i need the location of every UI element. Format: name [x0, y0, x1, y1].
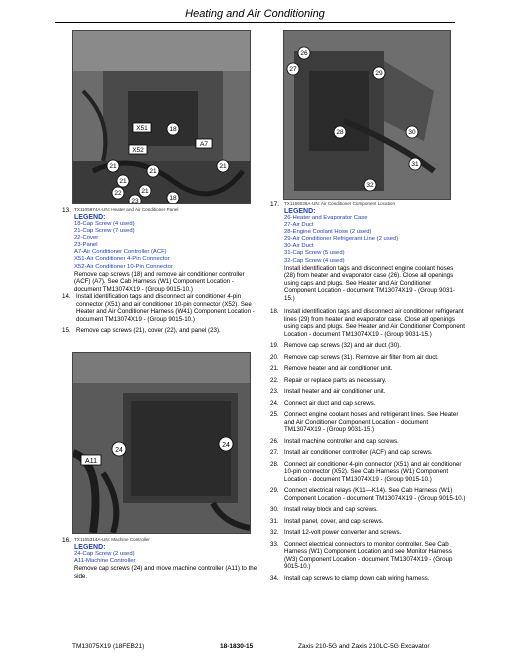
legend-item: 23-Panel [74, 242, 98, 249]
callout-21: 21 [149, 168, 157, 175]
heater-panel-image [73, 31, 250, 203]
step-text: Install air conditioner controller (ACF) and cap screws. [284, 449, 433, 456]
figure-13-photo [72, 30, 251, 204]
step-text: Remove cap screws (24) and move machine controller (A11) to the side. [74, 565, 258, 580]
footer-page-number: 18-1830-15 [220, 643, 254, 650]
legend-item: 24-Cap Screw (2 used) [74, 551, 135, 557]
callout-a11: A11 [85, 458, 97, 465]
step [270, 541, 466, 571]
step-number: 32. [270, 529, 279, 536]
callout-a7: A7 [200, 141, 208, 148]
callout-26: 26 [300, 50, 308, 57]
figure-16-legend [74, 536, 258, 580]
step-number: 34. [270, 574, 279, 582]
step-text: Connect engine coolant hoses and refrigerant lines. See Heater and Air Conditioner Component Location - document TM13074X19 - (Group 9031-15.) [284, 411, 459, 433]
step-number: 18. [270, 308, 279, 315]
step-text: Install 12-volt power converter and screws. [284, 529, 402, 536]
step-text: Install cap screws to clamp down cab wiring harness. [284, 574, 430, 582]
figure-17-number: 17. [270, 201, 280, 208]
figure-caption: TX1105314A-UN: Machine Controller [74, 537, 150, 542]
page-header [55, 8, 455, 23]
step-text: Repair or replace parts as necessary. [284, 376, 387, 384]
step [270, 411, 466, 434]
step-number: 27. [270, 449, 279, 456]
step-number: 20. [270, 353, 279, 361]
callout-21: 21 [119, 178, 127, 185]
step-text: Connect air duct and cap screws. [284, 399, 376, 407]
step [270, 461, 466, 484]
step-number: 24. [270, 399, 279, 407]
step [270, 438, 466, 446]
step [270, 342, 466, 350]
step-number: 19. [270, 342, 279, 349]
step-number: 15. [62, 327, 71, 334]
page-title: Heating and Air Conditioning [185, 8, 325, 20]
step-text: Remove cap screws (32) and air duct (30). [284, 342, 401, 349]
step-number: 29. [270, 487, 279, 494]
step-number: 30. [270, 506, 279, 513]
legend-item: 22-Cover [74, 235, 99, 242]
step [270, 518, 466, 526]
step-text: Connect electrical relays (K11—K14). See Cab Harness (W1) Component Location - document TM13074X19 - (Group 9015-10.) [284, 487, 466, 502]
step-text: Install identification tags and disconnect air conditioner refrigerant lines (29) from heater and evaporator case. Close all openings using caps and plugs. See Heater and Air Conditioner Component Location - document TM13074X19 - (Group 9031-15.) [284, 308, 465, 338]
legend-item: 26-Heater and Evaporator Case [284, 215, 368, 221]
step-text: Install identification tags and disconnect air conditioner 4-pin connector (X51) and air conditioner 10-pin connector (X52). See Heater and Air Conditioner Harness (W41) Component Location - document TM13074X19 - (Group 9015-10.) [76, 293, 255, 323]
left-steps [62, 293, 258, 339]
step-number: 28. [270, 460, 279, 468]
step [270, 308, 466, 338]
step-text: Install machine controller and cap screws. [284, 437, 399, 445]
callout-21: 21 [109, 163, 117, 170]
figure-caption: TX1166036A-UN: Air Conditioner Component Location [284, 201, 395, 206]
step-number: 14. [62, 293, 71, 300]
legend-item: A11-Machine Controller [74, 558, 136, 565]
footer-model: Zaxis 210-5G and Zaxis 210LC-5G Excavator [298, 643, 430, 650]
legend-item: X51-Air Conditioner 4-Pin Connector [74, 256, 170, 263]
legend-item: 29-Air Conditioner Refrigerant Line (2 used) [284, 236, 399, 243]
step [270, 529, 466, 537]
legend-title: LEGEND: [74, 543, 106, 551]
step-number: 23. [270, 388, 279, 395]
step-number: 25. [270, 411, 279, 418]
step-number: 33. [270, 540, 279, 548]
callout-23: 23 [131, 198, 139, 203]
step [270, 400, 466, 408]
legend-item: 18-Cap Screw (4 used) [74, 221, 135, 227]
legend-title: LEGEND: [74, 213, 106, 221]
step [270, 354, 466, 362]
step-text: Install relay block and cap screws. [284, 506, 378, 513]
legend-item: 31-Cap Screw (5 used) [284, 250, 345, 257]
step [270, 506, 466, 514]
callout-22: 22 [114, 190, 122, 197]
legend-item: 30-Air Duct [284, 243, 314, 250]
step [270, 575, 466, 583]
step [270, 388, 466, 396]
right-steps [270, 308, 466, 586]
figure-17-photo [283, 30, 451, 200]
callout-32: 32 [366, 182, 374, 189]
callout-x52: X52 [132, 147, 144, 154]
step-text: Remove heater and air conditioner unit. [284, 365, 393, 372]
step [270, 365, 466, 373]
step-text: Connect electrical connectors to monitor controller. See Cab Harness (W1) Component Location and see Monitor Harness (W3) Component Location - document TM13074X19 - (Group 9015-10.) [284, 540, 453, 570]
callout-x51: X51 [136, 125, 148, 132]
callout-28: 28 [336, 129, 344, 136]
legend-item: 21-Cap Screw (7 used) [74, 228, 135, 235]
figure-caption: TX1105874A-UN: Heater and Air Conditioner Panel [74, 207, 179, 212]
step-text: Install identification tags and disconnect engine coolant hoses (28) from heater and evaporator case (26). Close all openings using caps and plugs. See Heater and Air Conditioner Component Location - document TM13074X19 - (Group 9031-15.) [284, 264, 455, 302]
step [62, 293, 258, 323]
figure-17-legend [284, 200, 464, 302]
callout-18: 18 [169, 126, 177, 133]
callout-29: 29 [375, 70, 383, 77]
step-text: Install panel, cover, and cap screws. [284, 517, 384, 525]
step-text: Remove cap screws (31). Remove air filter from air duct. [284, 353, 439, 361]
legend-item: A7-Air Conditioner Controller (ACF) [74, 249, 167, 256]
air-conditioner-image [284, 31, 450, 199]
callout-24: 24 [222, 442, 230, 449]
step-text: Install heater and air conditioner unit. [284, 388, 386, 395]
step-number: 26. [270, 437, 279, 445]
callout-21: 21 [219, 163, 227, 170]
step [62, 327, 258, 335]
step [270, 449, 466, 457]
callout-27: 27 [289, 66, 297, 73]
step-text: Remove cap screws (18) and remove air conditioner controller (ACF) (A7). See Cab Harness (W1) Component Location - document TM13074X19 - (Group 9015-10.) [74, 270, 245, 293]
figure-13-number: 13. [62, 207, 72, 214]
callout-24: 24 [115, 447, 123, 454]
step [270, 377, 466, 385]
figure-16-number: 16. [62, 537, 72, 544]
legend-item: X52-Air Conditioner 10-Pin Connector [74, 263, 173, 270]
footer-doc-id: TM13075X19 (18FEB21) [72, 643, 145, 650]
figure-13-legend [74, 206, 256, 293]
step-number: 21. [270, 365, 279, 372]
callout-21: 21 [141, 188, 149, 195]
step-number: 22. [270, 376, 279, 384]
step-number: 31. [270, 517, 279, 525]
step [270, 487, 466, 502]
machine-controller-image [73, 353, 250, 533]
step-text: Remove cap screws (21), cover (22), and panel (23). [76, 327, 221, 334]
callout-18: 18 [169, 195, 177, 202]
legend-item: 27-Air Duct [284, 222, 314, 229]
legend-item: 32-Cap Screw (4 used) [284, 257, 345, 264]
legend-item: 28-Engine Coolant Hose (2 used) [284, 229, 372, 236]
callout-30: 30 [408, 129, 416, 136]
figure-16-photo [72, 352, 251, 534]
callout-31: 31 [411, 161, 419, 168]
legend-title: LEGEND: [284, 207, 316, 215]
step-text: Connect air conditioner 4-pin connector (X51) and air conditioner 10-pin connector (X52). See Cab Harness (W1) Component Location - document TM13074X19 - (Group 9015-10.) [284, 460, 462, 483]
